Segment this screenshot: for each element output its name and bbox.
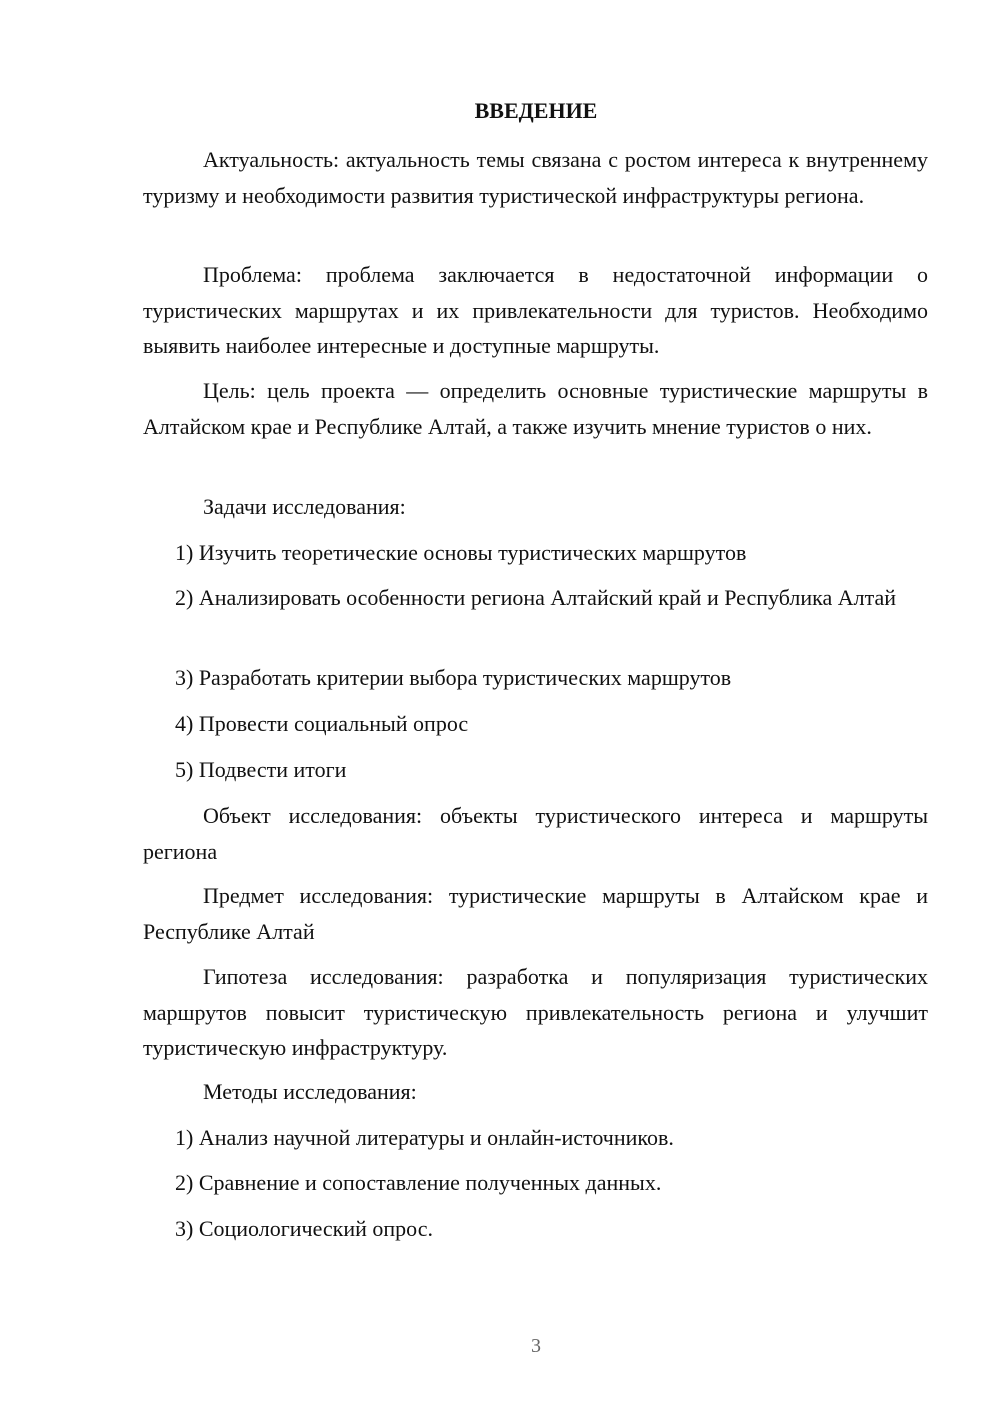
- task-item: 2) Анализировать особенности региона Алтайский край и Республика Алтай: [175, 585, 897, 610]
- method-item: 2) Сравнение и сопоставление полученных данных.: [175, 1170, 662, 1195]
- paragraph-problem: Проблема: проблема заключается в недостаточной информации о туристических маршрутах и их привлекательности для туристов. Необходимо выявить наиболее интересные и доступные маршруты.: [143, 262, 928, 358]
- page-number: 3: [531, 1335, 541, 1357]
- method-item: 3) Социологический опрос.: [175, 1216, 433, 1241]
- task-item: 4) Провести социальный опрос: [175, 711, 469, 736]
- task-item: 1) Изучить теоретические основы туристических маршрутов: [175, 540, 747, 565]
- page-title: ВВЕДЕНИЕ: [474, 98, 598, 123]
- paragraph-object: Объект исследования: объекты туристического интереса и маршруты региона: [143, 803, 928, 864]
- method-item: 1) Анализ научной литературы и онлайн-источников.: [175, 1125, 674, 1150]
- task-item: 3) Разработать критерии выбора туристических маршрутов: [175, 665, 732, 690]
- tasks-heading: Задачи исследования:: [203, 494, 406, 519]
- methods-heading: Методы исследования:: [203, 1079, 417, 1104]
- paragraph-goal: Цель: цель проекта — определить основные туристические маршруты в Алтайском крае и Республике Алтай, а также изучить мнение туристов о них.: [143, 378, 928, 439]
- paragraph-hypothesis: Гипотеза исследования: разработка и популяризация туристических маршрутов повысит туристическую привлекательность региона и улучшит туристическую инфраструктуру.: [143, 964, 928, 1060]
- task-item: 5) Подвести итоги: [175, 757, 347, 782]
- paragraph-subject: Предмет исследования: туристические маршруты в Алтайском крае и Республике Алтай: [143, 883, 928, 944]
- paragraph-relevance: Актуальность: актуальность темы связана с ростом интереса к внутреннему туризму и необходимости развития туристической инфраструктуры региона.: [143, 147, 928, 208]
